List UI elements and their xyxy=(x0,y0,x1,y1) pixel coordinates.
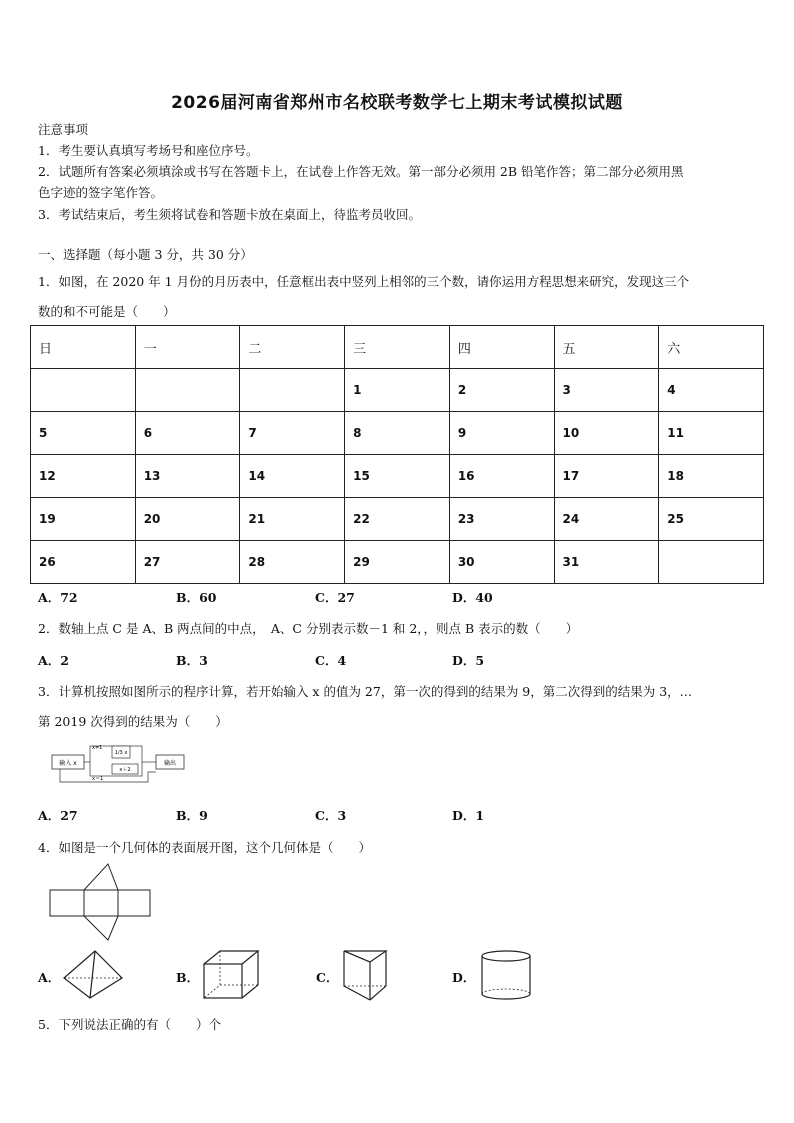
option-d: D．1 xyxy=(452,808,485,823)
question-3-text-cont: 第 2019 次得到的结果为（ ） xyxy=(38,714,228,729)
flow-cond-bottom: x＝1 xyxy=(92,776,104,782)
calendar-cell xyxy=(135,369,240,412)
option-b: B．60 xyxy=(176,590,217,605)
tetrahedron-icon xyxy=(60,948,130,1004)
calendar-cell: 14 xyxy=(240,455,345,498)
calendar-cell: 4 xyxy=(659,369,764,412)
option-a: A．2 xyxy=(38,653,69,668)
calendar-cell: 31 xyxy=(554,541,659,584)
section-heading: 一、选择题（每小题 3 分，共 30 分） xyxy=(38,247,253,262)
question-3-text: 3．计算机按照如图所示的程序计算，若开始输入 x 的值为 27，第一次的得到的结果为 9，第二次得到的结果为 3，… xyxy=(38,684,693,699)
option-a: A．72 xyxy=(38,590,78,605)
option-c: C．4 xyxy=(315,653,347,668)
calendar-cell xyxy=(31,369,136,412)
calendar-cell: 23 xyxy=(449,498,554,541)
flow-op-bottom: x＋2 xyxy=(119,767,131,773)
calendar-cell: 28 xyxy=(240,541,345,584)
calendar-cell: 6 xyxy=(135,412,240,455)
flow-op-top: 1/3 x xyxy=(114,750,128,756)
choice-b-label: B． xyxy=(176,970,200,985)
calendar-cell: 10 xyxy=(554,412,659,455)
notes-heading: 注意事项 xyxy=(38,122,89,137)
calendar-header-cell: 日 xyxy=(31,326,136,369)
triangular-prism-icon xyxy=(338,948,408,1004)
calendar-header-cell: 一 xyxy=(135,326,240,369)
question-4-text: 4．如图是一个几何体的表面展开图，这个几何体是（ ） xyxy=(38,840,371,855)
choice-d xyxy=(452,948,572,1004)
calendar-cell xyxy=(240,369,345,412)
cylinder-icon xyxy=(474,948,544,1004)
flow-loop-arrow xyxy=(60,769,156,782)
calendar-cell: 13 xyxy=(135,455,240,498)
calendar-row xyxy=(31,541,764,584)
calendar-cell: 25 xyxy=(659,498,764,541)
calendar-cell: 1 xyxy=(345,369,450,412)
calendar-cell: 20 xyxy=(135,498,240,541)
option-d: D．5 xyxy=(452,653,485,668)
question-1-text: 1．如图，在 2020 年 1 月份的月历表中，任意框出表中竖列上相邻的三个数，请你运用方程思想来研究，发现这三个 xyxy=(38,274,690,289)
calendar-row xyxy=(31,369,764,412)
calendar-cell: 19 xyxy=(31,498,136,541)
note-item-1: 1．考生要认真填写考场号和座位序号。 xyxy=(38,143,259,158)
question-1-text-cont: 数的和不可能是（ ） xyxy=(38,304,176,319)
calendar-table xyxy=(30,325,764,584)
calendar-cell: 17 xyxy=(554,455,659,498)
flow-output-label: 输出 xyxy=(163,760,177,767)
calendar-header-cell: 四 xyxy=(449,326,554,369)
page-title: 2026届河南省郑州市名校联考数学七上期末考试模拟试题 xyxy=(171,93,623,113)
question-5-text: 5．下列说法正确的有（ ）个 xyxy=(38,1017,221,1032)
calendar-header-cell: 六 xyxy=(659,326,764,369)
calendar-cell: 29 xyxy=(345,541,450,584)
option-a: A．27 xyxy=(38,808,78,823)
calendar-cell: 26 xyxy=(31,541,136,584)
calendar-row xyxy=(31,455,764,498)
calendar-cell: 7 xyxy=(240,412,345,455)
cube-icon xyxy=(198,948,268,1004)
note-item-2-cont: 色字迹的签字笔作答。 xyxy=(38,185,164,200)
option-c: C．27 xyxy=(315,590,355,605)
calendar-row xyxy=(31,498,764,541)
choice-a xyxy=(38,948,158,1004)
calendar-cell: 21 xyxy=(240,498,345,541)
calendar-row xyxy=(31,412,764,455)
calendar-cell xyxy=(659,541,764,584)
note-item-2: 2．试题所有答案必须填涂或书写在答题卡上，在试卷上作答无效。第一部分必须用 2B 铅笔作答；第二部分必须用黑 xyxy=(38,164,684,179)
note-item-3: 3．考试结束后，考生须将试卷和答题卡放在桌面上，待监考员收回。 xyxy=(38,207,421,222)
calendar-cell: 18 xyxy=(659,455,764,498)
calendar-cell: 30 xyxy=(449,541,554,584)
flow-input-label: 输入 x xyxy=(59,760,77,767)
calendar-cell: 15 xyxy=(345,455,450,498)
calendar-cell: 8 xyxy=(345,412,450,455)
option-b: B．9 xyxy=(176,808,208,823)
calendar-cell: 24 xyxy=(554,498,659,541)
choice-a-label: A． xyxy=(38,970,61,985)
calendar-cell: 2 xyxy=(449,369,554,412)
choice-d-label: D． xyxy=(452,970,476,985)
option-b: B．3 xyxy=(176,653,208,668)
calendar-header-cell: 五 xyxy=(554,326,659,369)
flow-cond-top: x≠1 xyxy=(92,745,103,751)
flowchart-diagram xyxy=(48,742,198,784)
calendar-cell: 3 xyxy=(554,369,659,412)
calendar-cell: 9 xyxy=(449,412,554,455)
calendar-cell: 12 xyxy=(31,455,136,498)
calendar-cell: 11 xyxy=(659,412,764,455)
calendar-header-cell: 三 xyxy=(345,326,450,369)
calendar-cell: 5 xyxy=(31,412,136,455)
question-2-text: 2．数轴上点 C 是 A、B 两点间的中点， A、C 分别表示数－1 和 2，，则点 B 表示的数（ ） xyxy=(38,621,579,636)
surface-net-diagram xyxy=(48,862,152,942)
choice-b xyxy=(176,948,296,1004)
calendar-header-row xyxy=(31,326,764,369)
choice-c xyxy=(316,948,436,1004)
choice-c-label: C． xyxy=(316,970,339,985)
calendar-cell: 16 xyxy=(449,455,554,498)
option-d: D．40 xyxy=(452,590,493,605)
calendar-cell: 27 xyxy=(135,541,240,584)
calendar-cell: 22 xyxy=(345,498,450,541)
option-c: C．3 xyxy=(315,808,347,823)
calendar-header-cell: 二 xyxy=(240,326,345,369)
